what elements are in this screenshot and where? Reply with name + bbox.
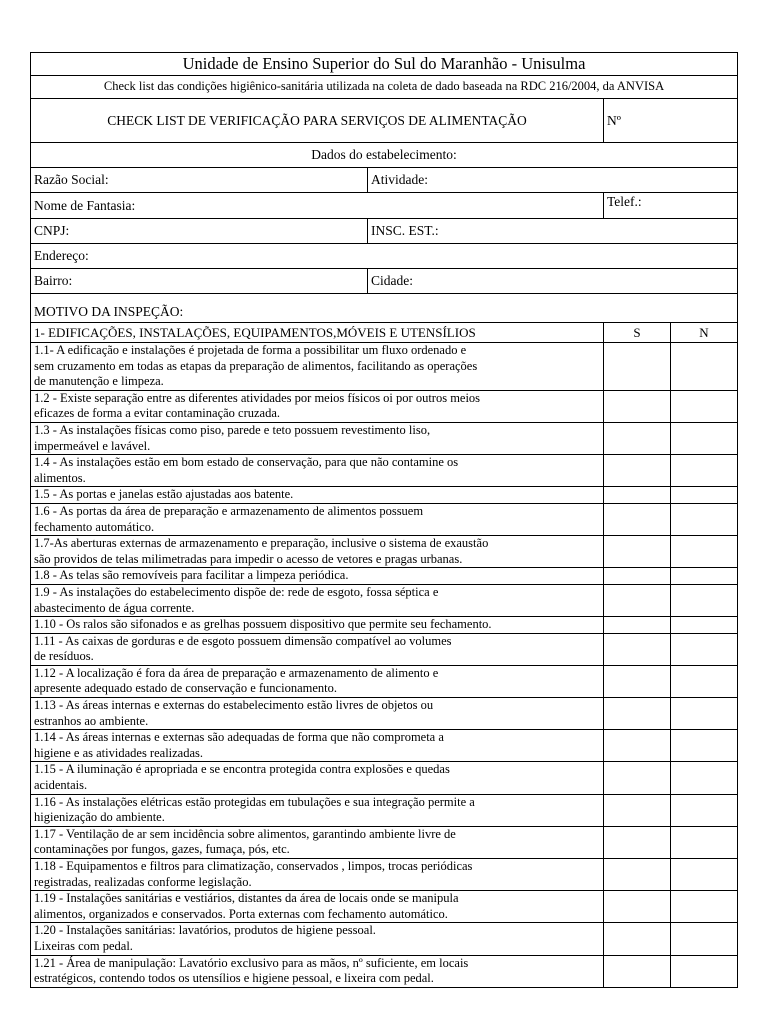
checklist-subtitle: Check list das condições higiênico-sanitária utilizada na coleta de dado baseada na RDC 216/2004, da ANVISA	[31, 76, 738, 99]
checklist-item-row	[31, 617, 738, 634]
checklist-item-row	[31, 536, 738, 568]
checkbox-n[interactable]	[671, 633, 738, 665]
motivo-inspecao-field[interactable]: MOTIVO DA INSPEÇÃO:	[31, 294, 738, 323]
checkbox-n[interactable]	[671, 762, 738, 794]
bairro-field[interactable]: Bairro:	[31, 269, 368, 294]
checkbox-n[interactable]	[671, 698, 738, 730]
checklist-item-row	[31, 859, 738, 891]
checkbox-n[interactable]	[671, 536, 738, 568]
checkbox-s[interactable]	[604, 762, 671, 794]
checklist-item-row	[31, 343, 738, 391]
checkbox-s[interactable]	[604, 455, 671, 487]
checkbox-s[interactable]	[604, 923, 671, 955]
checklist-item-text: 1.13 - As áreas internas e externas do estabelecimento estão livres de objetos ou estranhos ao ambiente.	[31, 698, 604, 730]
checklist-item-row	[31, 794, 738, 826]
cnpj-field[interactable]: CNPJ:	[31, 219, 368, 244]
checkbox-s[interactable]	[604, 536, 671, 568]
checklist-item-text: 1.14 - As áreas internas e externas são adequadas de forma que não comprometa a higiene e as atividades realizadas.	[31, 730, 604, 762]
checklist-item-text: 1.18 - Equipamentos e filtros para climatização, conservados , limpos, trocas periódicas registradas, realizadas conforme legislação.	[31, 859, 604, 891]
institution-title: Unidade de Ensino Superior do Sul do Maranhão - Unisulma	[31, 53, 738, 76]
checkbox-n[interactable]	[671, 617, 738, 634]
checklist-item-row	[31, 390, 738, 422]
checklist-item-text: 1.19 - Instalações sanitárias e vestiários, distantes da área de locais onde se manipula alimentos, organizados e conservados. Porta externas com fechamento automático.	[31, 891, 604, 923]
checkbox-n[interactable]	[671, 826, 738, 858]
endereco-field[interactable]: Endereço:	[31, 244, 738, 269]
checklist-item-text: 1.11 - As caixas de gorduras e de esgoto possuem dimensão compatível ao volumes de resíduos.	[31, 633, 604, 665]
checkbox-n[interactable]	[671, 665, 738, 697]
checklist-item-row	[31, 923, 738, 955]
checklist-item-text: 1.5 - As portas e janelas estão ajustadas aos batente.	[31, 487, 604, 504]
checkbox-s[interactable]	[604, 390, 671, 422]
telefone-field[interactable]: Telef.:	[604, 193, 738, 219]
checklist-item-row	[31, 568, 738, 585]
checklist-item-row	[31, 487, 738, 504]
checklist-item-text: 1.1- A edificação e instalações é projetada de forma a possibilitar um fluxo ordenado e sem cruzamento em todas as etapas da preparação de alimentos, facilitando as operações de manutenção e limpeza.	[31, 343, 604, 391]
razao-social-field[interactable]: Razão Social:	[31, 168, 368, 193]
checkbox-s[interactable]	[604, 633, 671, 665]
checklist-item-row	[31, 422, 738, 454]
checkbox-s[interactable]	[604, 826, 671, 858]
nome-fantasia-field[interactable]: Nome de Fantasia:	[31, 193, 604, 219]
checkbox-s[interactable]	[604, 665, 671, 697]
checkbox-s[interactable]	[604, 859, 671, 891]
checklist-item-text: 1.16 - As instalações elétricas estão protegidas em tubulações e sua integração permite a higienização do ambiente.	[31, 794, 604, 826]
checkbox-s[interactable]	[604, 503, 671, 535]
checklist-item-row	[31, 584, 738, 616]
checkbox-n[interactable]	[671, 794, 738, 826]
checkbox-n[interactable]	[671, 730, 738, 762]
checkbox-n[interactable]	[671, 923, 738, 955]
checklist-item-row	[31, 891, 738, 923]
checkbox-s[interactable]	[604, 568, 671, 585]
checkbox-n[interactable]	[671, 503, 738, 535]
checklist-item-text: 1.4 - As instalações estão em bom estado de conservação, para que não contamine os alimentos.	[31, 455, 604, 487]
checkbox-s[interactable]	[604, 698, 671, 730]
checklist-item-row	[31, 955, 738, 987]
checkbox-n[interactable]	[671, 343, 738, 391]
checklist-table	[30, 52, 738, 988]
checkbox-n[interactable]	[671, 584, 738, 616]
checkbox-n[interactable]	[671, 955, 738, 987]
checkbox-n[interactable]	[671, 422, 738, 454]
checklist-item-text: 1.8 - As telas são removíveis para facilitar a limpeza periódica.	[31, 568, 604, 585]
checkbox-s[interactable]	[604, 617, 671, 634]
checkbox-s[interactable]	[604, 584, 671, 616]
checklist-item-text: 1.17 - Ventilação de ar sem incidência sobre alimentos, garantindo ambiente livre de contaminações por fungos, gazes, fumaça, pós, etc.	[31, 826, 604, 858]
checkbox-n[interactable]	[671, 891, 738, 923]
checklist-item-text: 1.6 - As portas da área de preparação e armazenamento de alimentos possuem fechamento automático.	[31, 503, 604, 535]
checklist-item-row	[31, 633, 738, 665]
checkbox-s[interactable]	[604, 891, 671, 923]
checklist-item-text: 1.21 - Área de manipulação: Lavatório exclusivo para as mãos, nº suficiente, em locais estratégicos, contendo todos os utensílios e higiene pessoal, e lixeira com pedal.	[31, 955, 604, 987]
checklist-form	[30, 52, 737, 988]
checklist-item-row	[31, 503, 738, 535]
checklist-item-text: 1.9 - As instalações do estabelecimento dispõe de: rede de esgoto, fossa séptica e abastecimento de água corrente.	[31, 584, 604, 616]
number-field[interactable]: Nº	[604, 99, 738, 143]
checklist-item-row	[31, 826, 738, 858]
checkbox-n[interactable]	[671, 455, 738, 487]
checklist-item-row	[31, 698, 738, 730]
checkbox-n[interactable]	[671, 859, 738, 891]
establishment-heading: Dados do estabelecimento:	[31, 143, 738, 168]
column-n-header: N	[671, 323, 738, 343]
checkbox-s[interactable]	[604, 487, 671, 504]
checkbox-s[interactable]	[604, 794, 671, 826]
checkbox-n[interactable]	[671, 390, 738, 422]
checkbox-s[interactable]	[604, 730, 671, 762]
checkbox-n[interactable]	[671, 487, 738, 504]
checklist-item-text: 1.10 - Os ralos são sifonados e as grelhas possuem dispositivo que permite seu fechamento.	[31, 617, 604, 634]
checklist-item-text: 1.2 - Existe separação entre as diferentes atividades por meios físicos oi por outros meios eficazes de forma a evitar contaminação cruzada.	[31, 390, 604, 422]
checklist-item-text: 1.3 - As instalações físicas como piso, parede e teto possuem revestimento liso, impermeável e lavável.	[31, 422, 604, 454]
checklist-item-row	[31, 762, 738, 794]
atividade-field[interactable]: Atividade:	[368, 168, 738, 193]
column-s-header: S	[604, 323, 671, 343]
checkbox-s[interactable]	[604, 343, 671, 391]
cidade-field[interactable]: Cidade:	[368, 269, 738, 294]
checklist-item-text: 1.12 - A localização é fora da área de preparação e armazenamento de alimento e apresente adequado estado de conservação e funcionamento.	[31, 665, 604, 697]
checklist-item-text: 1.15 - A iluminação é apropriada e se encontra protegida contra explosões e quedas acidentais.	[31, 762, 604, 794]
checklist-item-text: 1.7-As aberturas externas de armazenamento e preparação, inclusive o sistema de exaustão são providos de telas milimetradas para impedir o acesso de vetores e pragas urbanas.	[31, 536, 604, 568]
insc-est-field[interactable]: INSC. EST.:	[368, 219, 738, 244]
checklist-item-row	[31, 455, 738, 487]
checkbox-s[interactable]	[604, 955, 671, 987]
section-title: 1- EDIFICAÇÕES, INSTALAÇÕES, EQUIPAMENTOS,MÓVEIS E UTENSÍLIOS	[31, 323, 604, 343]
checklist-item-row	[31, 665, 738, 697]
checklist-item-row	[31, 730, 738, 762]
checklist-item-text: 1.20 - Instalações sanitárias: lavatórios, produtos de higiene pessoal. Lixeiras com pedal.	[31, 923, 604, 955]
checklist-title: CHECK LIST DE VERIFICAÇÃO PARA SERVIÇOS DE ALIMENTAÇÃO	[31, 99, 604, 143]
checkbox-s[interactable]	[604, 422, 671, 454]
checkbox-n[interactable]	[671, 568, 738, 585]
